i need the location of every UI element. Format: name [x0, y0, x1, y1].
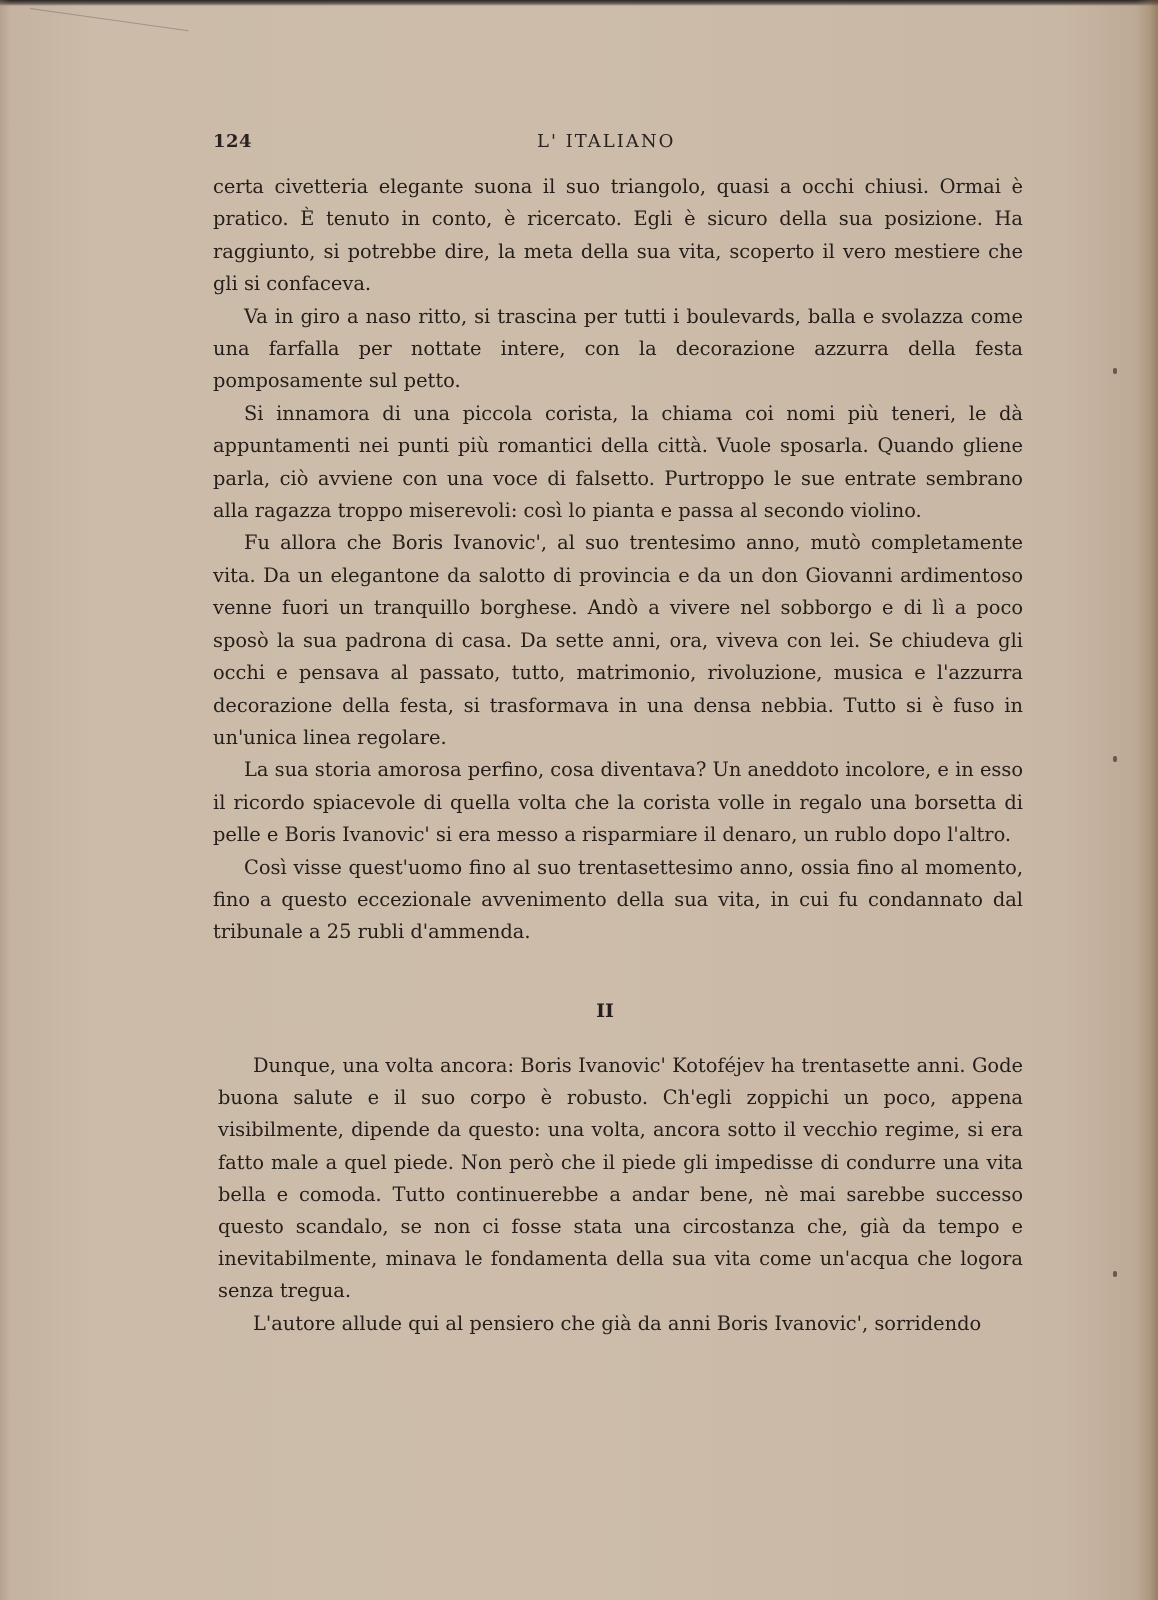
paper-speck: [1113, 368, 1117, 374]
page-number: 124: [213, 131, 253, 152]
page-top-shadow: [0, 0, 1158, 6]
body-text: [213, 171, 1023, 949]
section-numeral: II: [596, 1000, 614, 1022]
corner-crease: [24, 8, 188, 71]
paper-speck: [1113, 756, 1117, 762]
paragraph: Così visse quest'uomo fino al suo trentasettesimo anno, ossia fino al momento, fino a questo eccezionale avvenimento della sua vita, in cui fu condannato dal tribunale a 25 rubli d'ammenda.: [213, 855, 1023, 944]
page-header: [213, 131, 1019, 161]
running-head: L' ITALIANO: [537, 131, 676, 152]
page-right-edge: [1136, 0, 1158, 1600]
paper-speck: [1113, 1271, 1117, 1277]
page-left-edge: [0, 0, 10, 1600]
paragraph: Si innamora di una piccola corista, la chiama coi nomi più teneri, le dà appuntamenti nei punti più romantici della città. Vuole sposarla. Quando gliene parla, ciò avviene con una voce di falsetto. Purtroppo le sue entrate sembrano alla ragazza troppo miserevoli: così lo pianta e passa al secondo violino.: [213, 401, 1023, 523]
paragraph: Fu allora che Boris Ivanovic', al suo trentesimo anno, mutò completamente vita. Da un elegantone da salotto di provincia e da un don Giovanni ardimentoso venne fuori un tranquillo borghese. Andò a vivere nel sobborgo e di lì a poco sposò la sua padrona di casa. Da sette anni, ora, viveva con lei. Se chiudeva gli occhi e pensava al passato, tutto, matrimonio, rivoluzione, musica e l'azzurra decorazione della festa, si trasformava in una densa nebbia. Tutto si è fuso in un'unica linea regolare.: [213, 531, 1023, 749]
paragraph: certa civetteria elegante suona il suo triangolo, quasi a occhi chiusi. Ormai è pratico. È tenuto in conto, è ricercato. Egli è sicuro della sua posizione. Ha raggiunto, si potrebbe dire, la meta della sua vita, scoperto il vero mestiere che gli si confaceva.: [213, 175, 1023, 296]
paragraph: L'autore allude qui al pensiero che già da anni Boris Ivanovic', sorridendo: [253, 1311, 982, 1335]
body-text-section-2: [218, 1050, 1023, 1340]
section-heading: [0, 1000, 1158, 1022]
paragraph: Dunque, una volta ancora: Boris Ivanovic' Kotoféjev ha trentasette anni. Gode buona salute e il suo corpo è robusto. Ch'egli zoppichi un poco, appena visibilmente, dipende da questo: una volta, ancora sotto il vecchio regime, si era fatto male a quel piede. Non però che il piede gli impedisse di condurre una vita bella e comoda. Tutto continuerebbe a andar bene, nè mai sarebbe successo questo scandalo, se non ci fosse stata una circostanza che, già da tempo e inevitabilmente, minava le fondamenta della sua vita come un'acqua che logora senza tregua.: [218, 1054, 1023, 1303]
paragraph: Va in giro a naso ritto, si trascina per tutti i boulevards, balla e svolazza come una farfalla per nottate intere, con la decorazione azzurra della festa pomposamente sul petto.: [213, 304, 1023, 393]
paragraph: La sua storia amorosa perfino, cosa diventava? Un aneddoto incolore, e in esso il ricordo spiacevole di quella volta che la corista volle in regalo una borsetta di pelle e Boris Ivanovic' si era messo a risparmiare il denaro, un rublo dopo l'altro.: [213, 758, 1023, 847]
